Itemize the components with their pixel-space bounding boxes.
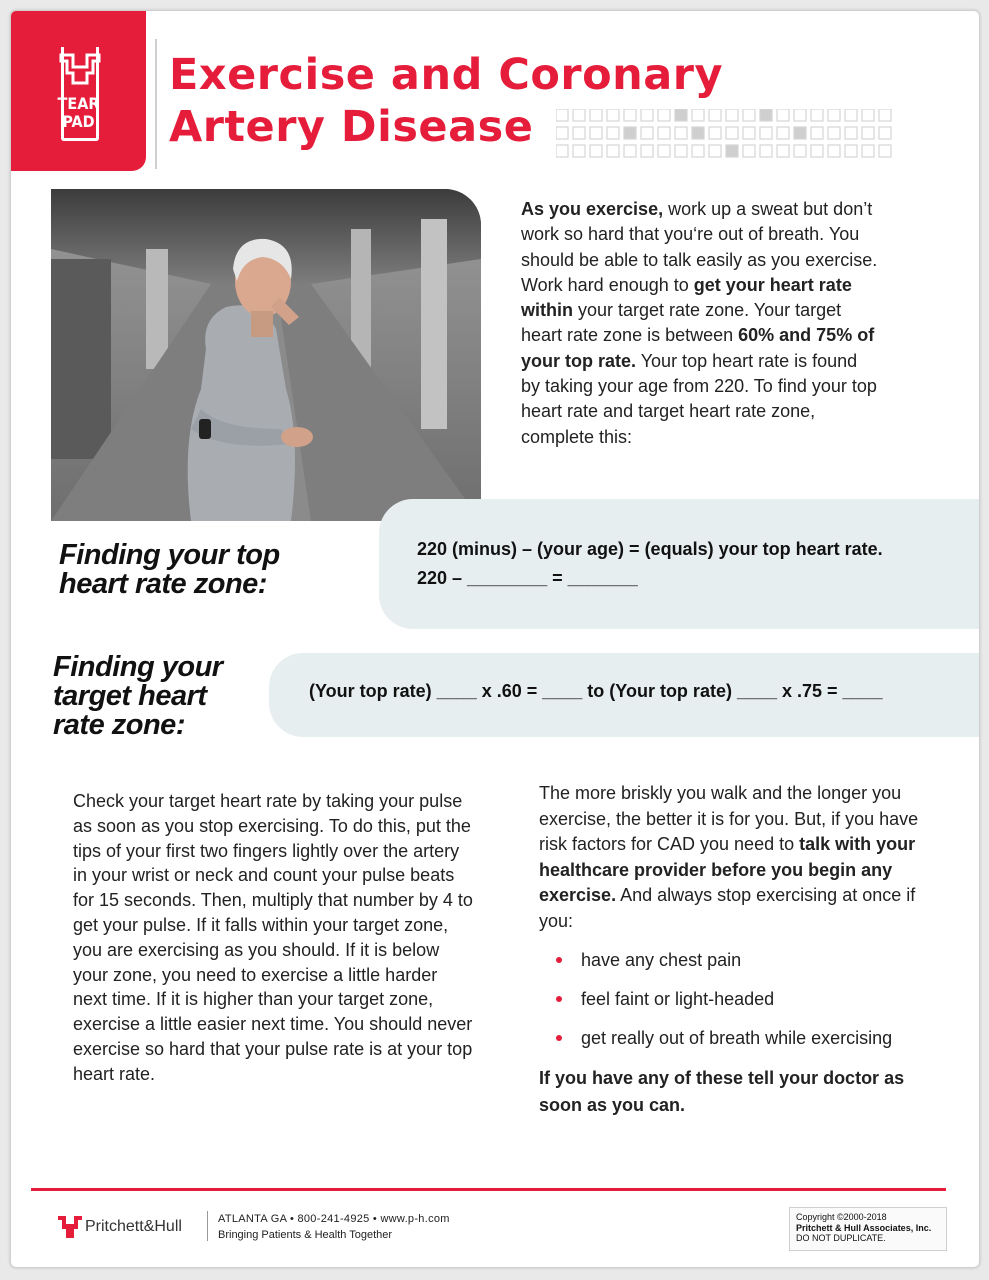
pattern-square [658, 109, 670, 121]
pattern-square [743, 145, 755, 157]
pattern-square [692, 109, 704, 121]
pattern-square [692, 145, 704, 157]
footer-rule [31, 1188, 946, 1191]
title-line-2: Artery Disease [169, 102, 534, 152]
list-item-text: feel faint or light-headed [581, 989, 775, 1009]
advice-text-1: The more briskly you walk and the longer you exercise, the better it is for you. But, if you have risk factors for CAD you need to [539, 783, 919, 854]
pattern-square [556, 145, 568, 157]
footer-tagline: Bringing Patients & Health Together [218, 1229, 393, 1241]
pattern-square [607, 109, 619, 121]
pattern-square [879, 127, 891, 139]
pattern-square [675, 109, 687, 121]
pulse-instructions-text: Check your target heart rate by taking your pulse as soon as you stop exercising. To do this, put the tips of your first two fingers lightly over the artery in your wrist or neck and count your pulse beats for 15 seconds. Then, multiply that number by 4 to get your pulse. If it falls within your target zone, you are exercising as you should. If it is below your zone, you need to exercise a little harder next time. If it is higher than your target zone, exercise a little easier next time. You should never exercise so hard that your pulse rate is at your top heart rate. [73, 791, 473, 1084]
pattern-square [607, 127, 619, 139]
intro-bold-2: get your heart rate within [521, 274, 852, 321]
top-rate-formula-panel [379, 499, 980, 629]
pattern-square [590, 127, 602, 139]
target-zone-heading [53, 653, 223, 740]
pattern-square [862, 127, 874, 139]
bullet-icon [556, 957, 562, 963]
pattern-square [811, 145, 823, 157]
pattern-square [760, 127, 772, 139]
list-item [539, 948, 949, 987]
bullet-icon [556, 996, 562, 1002]
pattern-square [709, 109, 721, 121]
pattern-square [879, 109, 891, 121]
pattern-square [828, 145, 840, 157]
list-item-text: get really out of breath while exercising [581, 1028, 893, 1048]
pattern-square [675, 145, 687, 157]
top-rate-formula: 220 (minus) – (your age) = (equals) your top heart rate. [417, 539, 883, 559]
advice-bold-1: talk with your healthcare provider before you begin any exercise. [539, 834, 916, 905]
advice-text-2: And always stop exercising at once if you: [539, 885, 916, 931]
pattern-square [794, 127, 806, 139]
pattern-square [828, 109, 840, 121]
copyright-line-1: Copyright ©2000-2018 [796, 1212, 887, 1222]
pattern-square [641, 109, 653, 121]
copyright-line-3: DO NOT DUPLICATE. [796, 1233, 886, 1243]
pattern-square [760, 145, 772, 157]
top-rate-blank-line: 220 – ________ = _______ [417, 568, 638, 588]
pattern-square [641, 127, 653, 139]
pattern-square [624, 127, 636, 139]
decorative-square-pattern [556, 109, 896, 161]
top-zone-heading [59, 541, 280, 599]
photo-illustration [51, 189, 481, 521]
logo-text-tear: TEAR [57, 94, 100, 113]
intro-paragraph [521, 197, 881, 450]
exercise-advice-paragraph [539, 781, 949, 934]
pritchett-hull-logo-icon [55, 1214, 85, 1240]
pattern-square [573, 145, 585, 157]
pattern-square [658, 145, 670, 157]
pattern-square [794, 109, 806, 121]
tear-pad-logo [11, 11, 146, 171]
pattern-square [692, 127, 704, 139]
pattern-square [879, 145, 891, 157]
title-line-1: Exercise and Coronary [169, 50, 724, 100]
intro-bold-3: 60% and 75% of your top rate. [521, 325, 875, 371]
footer-contact: ATLANTA GA • 800-241-4925 • www.p-h.com [218, 1213, 450, 1225]
pattern-square [709, 145, 721, 157]
pattern-square [811, 127, 823, 139]
exercise-advice-column [539, 781, 949, 1119]
pattern-square [845, 145, 857, 157]
target-zone-heading-line-3: rate zone: [53, 709, 185, 741]
target-zone-heading-line-2: target heart [53, 680, 207, 712]
pattern-square [811, 109, 823, 121]
pattern-square [709, 127, 721, 139]
pattern-square [726, 127, 738, 139]
intro-text-3: Your top heart rate is found by taking your age from 220. To find your top heart rate and target heart rate zone, complete this: [521, 350, 877, 447]
pattern-square [777, 145, 789, 157]
pattern-square [658, 127, 670, 139]
closing-statement: If you have any of these tell your doctor as soon as you can. [539, 1068, 905, 1115]
pattern-square [794, 145, 806, 157]
pattern-square [624, 109, 636, 121]
pattern-square [777, 109, 789, 121]
pattern-square [573, 109, 585, 121]
woman-checking-pulse-photo [51, 189, 481, 521]
pattern-square [828, 127, 840, 139]
intro-text-1: work up a sweat but don’t work so hard that you‘re out of breath. You should be able to talk easily as you exercise. Work hard enough to [521, 199, 878, 295]
copyright-line-2: Pritchett & Hull Associates, Inc. [796, 1222, 932, 1233]
intro-bold-1: As you exercise, [521, 199, 664, 219]
pattern-square [556, 127, 568, 139]
pattern-square [743, 127, 755, 139]
target-zone-formula: (Your top rate) ____ x .60 = ____ to (Your top rate) ____ x .75 = ____ [309, 681, 883, 701]
footer-divider [207, 1211, 208, 1241]
warning-signs-list [539, 948, 949, 1065]
pattern-square [845, 109, 857, 121]
pattern-square [573, 127, 585, 139]
top-zone-heading-line-1: Finding your top [59, 539, 280, 571]
handout-page [10, 10, 980, 1268]
logo-text-pad: PAD [62, 112, 95, 131]
list-item [539, 987, 949, 1026]
target-zone-heading-line-1: Finding your [53, 651, 223, 683]
pattern-square [590, 109, 602, 121]
pattern-square [726, 145, 738, 157]
list-item-text: have any chest pain [581, 950, 742, 970]
pattern-square [862, 145, 874, 157]
pattern-square [607, 145, 619, 157]
list-item [539, 1026, 949, 1065]
pattern-square [624, 145, 636, 157]
pattern-square [556, 109, 568, 121]
pattern-square [862, 109, 874, 121]
bullet-icon [556, 1035, 562, 1041]
pattern-square [641, 145, 653, 157]
pattern-square [743, 109, 755, 121]
pattern-square [760, 109, 772, 121]
pattern-square [590, 145, 602, 157]
pulse-instructions-paragraph [73, 789, 473, 1087]
intro-text-2: your target rate zone. Your target heart rate zone is between [521, 300, 842, 346]
pattern-square [845, 127, 857, 139]
header-divider [155, 39, 157, 169]
pattern-square [675, 127, 687, 139]
pattern-square [726, 109, 738, 121]
pattern-square [777, 127, 789, 139]
top-zone-heading-line-2: heart rate zone: [59, 568, 267, 600]
footer-brand-name: Pritchett&Hull [85, 1218, 182, 1235]
copyright-box [789, 1207, 947, 1251]
